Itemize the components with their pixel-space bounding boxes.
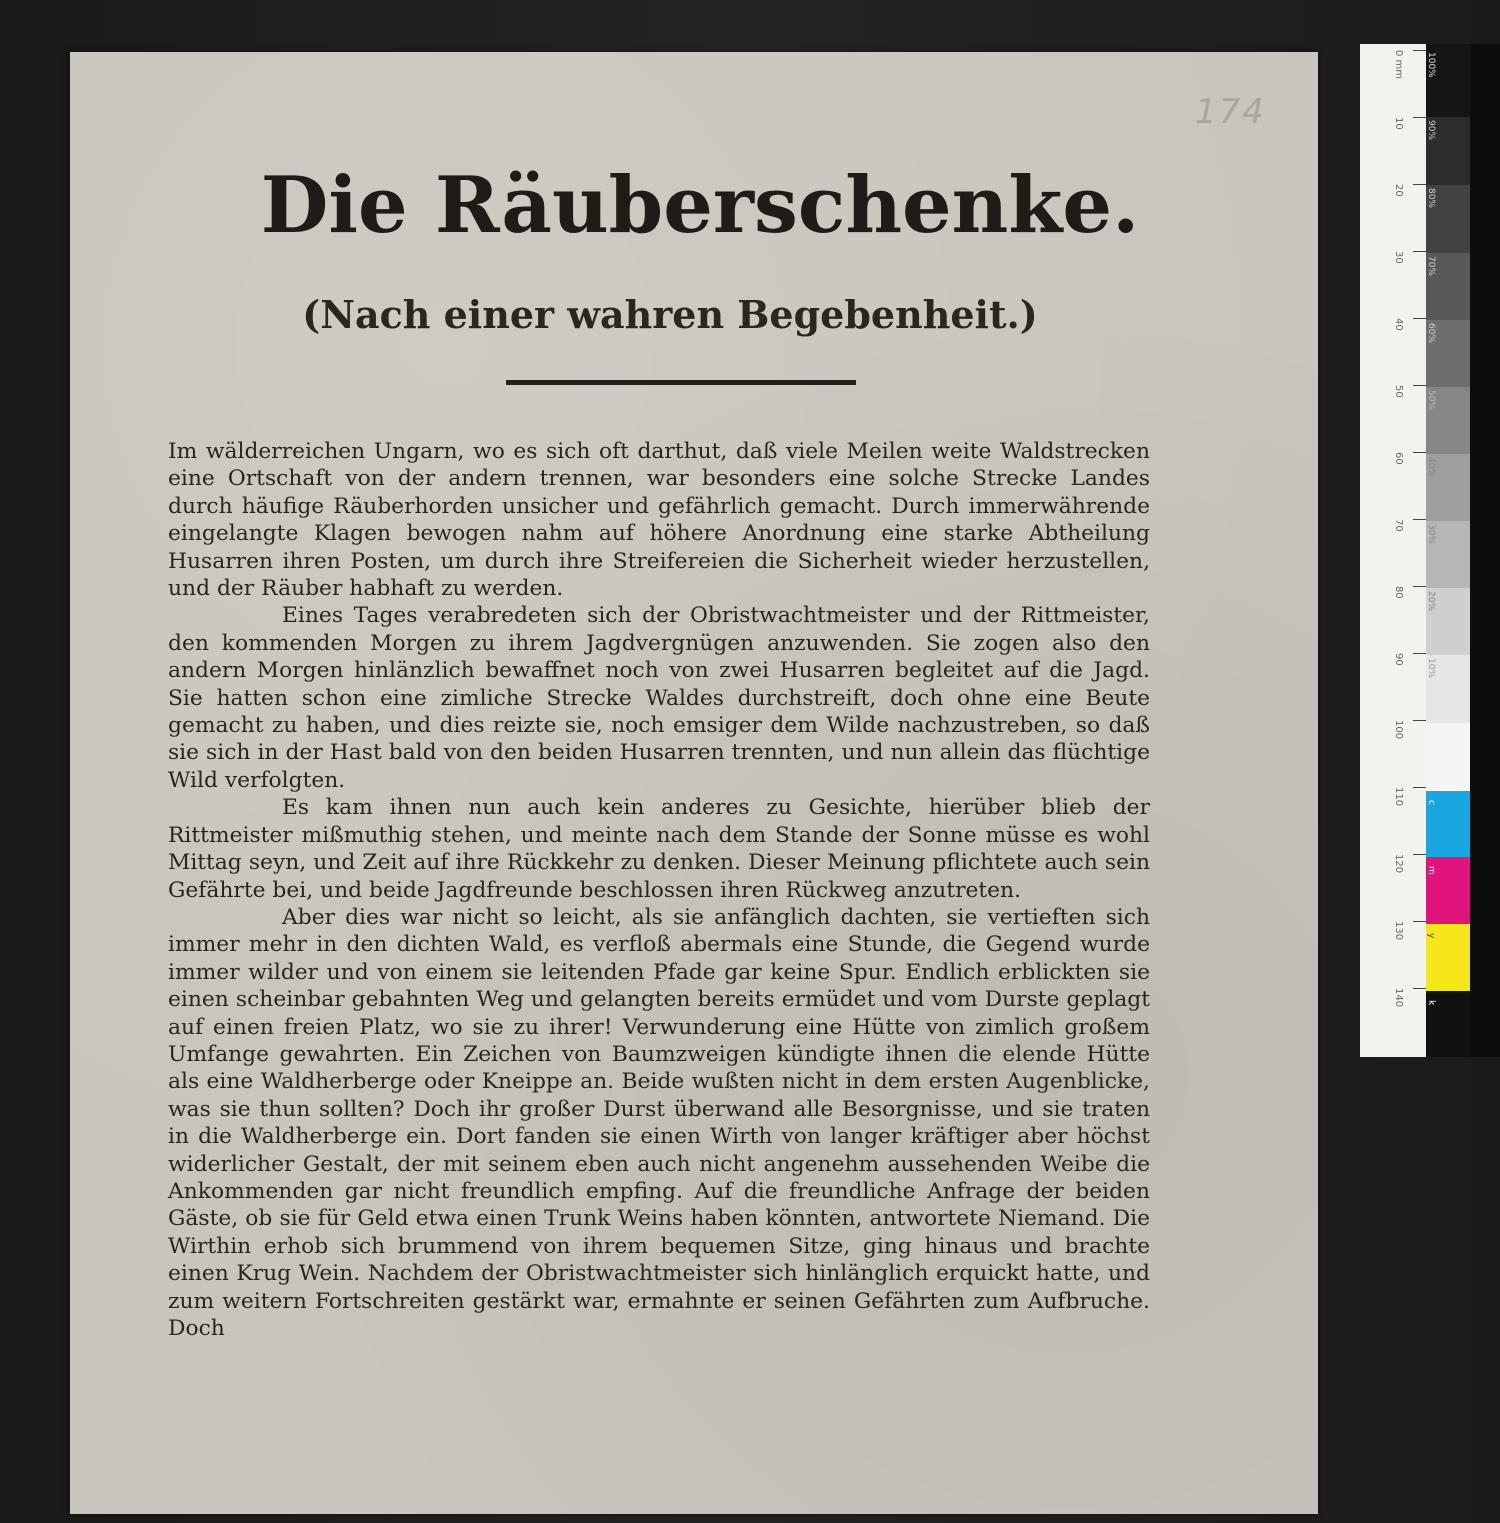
color-label: y <box>1426 933 1436 939</box>
ruler-label: 50 <box>1393 385 1404 398</box>
gray-label: 50% <box>1426 390 1436 411</box>
gray-label: 90% <box>1426 120 1436 141</box>
color-label: c <box>1426 800 1436 805</box>
color-label: k <box>1426 1000 1436 1006</box>
gray-label: 40% <box>1426 457 1436 478</box>
ruler-label: 20 <box>1393 184 1404 197</box>
ruler-label: 70 <box>1393 519 1404 532</box>
ruler-label: 60 <box>1393 452 1404 465</box>
ruler-label: 0 mm <box>1393 50 1404 80</box>
ruler-label: 30 <box>1393 251 1404 264</box>
ruler-label: 140 <box>1393 988 1404 1008</box>
ruler-label: 90 <box>1393 653 1404 666</box>
color-label: m <box>1426 866 1436 875</box>
paragraph: Es kam ihnen nun auch kein anderes zu Gesichte, hierüber blieb der Rittmeister mißmuthig stehen, und meinte nach dem Stande der Sonne müsse es wohl Mittag seyn, und Zeit auf ihre Rückkehr zu denken. Dieser Meinung pflichtete auch sein Gefährte bei, und beide Jagdfreunde beschlossen ihren Rückweg anzutreten. <box>168 795 1150 903</box>
document-subtitle: (Nach einer wahren Begebenheit.) <box>302 292 1038 337</box>
black-edge-strip <box>1470 44 1500 1057</box>
gray-label: 100% <box>1426 52 1436 78</box>
paragraph: Aber dies war nicht so leicht, als sie anfänglich dachten, sie vertieften sich immer mehr in den dichten Wald, es verfloß abermals eine Stunde, die Gegend wurde immer wilder und von einem sie leitenden Pfade gar keine Spur. Endlich erblickten sie einen scheinbar gebahnten Weg und gelangten bereits ermüdet und vom Durste geplagt auf einen freien Platz, wo sie zu ihrer! Verwunderung eine Hütte von zimlich großem Umfange gewahrten. Ein Zeichen von Baumzweigen kündigte ihnen die elende Hütte als eine Waldherberge oder Kneippe an. Beide wußten nicht in dem ersten Augenblicke, was sie thun sollten? Doch ihr großer Durst überwand alle Besorgnisse, und sie traten in die Waldherberge ein. Dort fanden sie einen Wirth von langer kräftiger aber höchst widerlicher Gestalt, der mit seinem eben auch nicht angenehm aussehenden Weibe die Ankommenden gar nicht freundlich empfing. Auf die freundliche Anfrage der beiden Gäste, ob sie für Geld etwa einen Trunk Weins haben könnten, antwortete Niemand. Die Wirthin erhob sich brummend von ihrem bequemen Sitze, ging hinaus und brachte einen Krug Wein. Nachdem der Obristwachtmeister sich hinlänglich erquickt hatte, und zum weitern Fortschreiten gestärkt war, ermahnte er seinen Gefährten zum Aufbruche. Doch <box>168 904 1150 1341</box>
ruler-label: 120 <box>1393 854 1404 874</box>
gray-label: 70% <box>1426 256 1436 277</box>
gray-label: 60% <box>1426 323 1436 344</box>
gray-label: 80% <box>1426 188 1436 209</box>
gray-label: 30% <box>1426 524 1436 545</box>
ruler-label: 40 <box>1393 318 1404 331</box>
body-text <box>168 438 1150 1342</box>
paragraph: Eines Tages verabredeten sich der Obristwachtmeister und der Rittmeister, den kommenden Morgen zu ihrem Jagdvergnügen anzuwenden. Sie zogen also den andern Morgen hinlänzlich bewaffnet noch von zwei Husarren begleitet auf die Jagd. Sie hatten schon eine zimliche Strecke Waldes durchstreift, doch ohne eine Beute gemacht zu haben, und dies reizte sie, noch emsiger dem Wilde nachzustreben, so daß sie sich in der Hast bald von den beiden Husarren trennten, und nun allein das flüchtige Wild verfolgten. <box>168 603 1150 793</box>
gray-label: 10% <box>1426 658 1436 679</box>
ruler-label: 80 <box>1393 586 1404 599</box>
gray-label: 20% <box>1426 591 1436 612</box>
page-number: 174 <box>1195 92 1266 132</box>
ruler-label: 100 <box>1393 720 1404 740</box>
gray-swatch <box>1426 723 1470 791</box>
ruler-label: 130 <box>1393 921 1404 941</box>
document-title: Die Räuberschenke. <box>260 160 1140 251</box>
ruler-label: 110 <box>1393 787 1404 807</box>
ruler-label: 10 <box>1393 117 1404 130</box>
title-divider <box>506 380 856 385</box>
paragraph: Im wälderreichen Ungarn, wo es sich oft darthut, daß viele Meilen weite Waldstrecken eine Ortschaft von der andern trennen, war besonders eine solche Strecke Landes durch häufige Räuberhorden unsicher und gefährlich gemacht. Durch immerwährende eingelangte Klagen bewogen nahm auf höhere Anordnung eine starke Abtheilung Husarren ihren Posten, um durch ihre Streifereien die Sicherheit wieder herzustellen, und der Räuber habhaft zu werden. <box>168 439 1150 602</box>
